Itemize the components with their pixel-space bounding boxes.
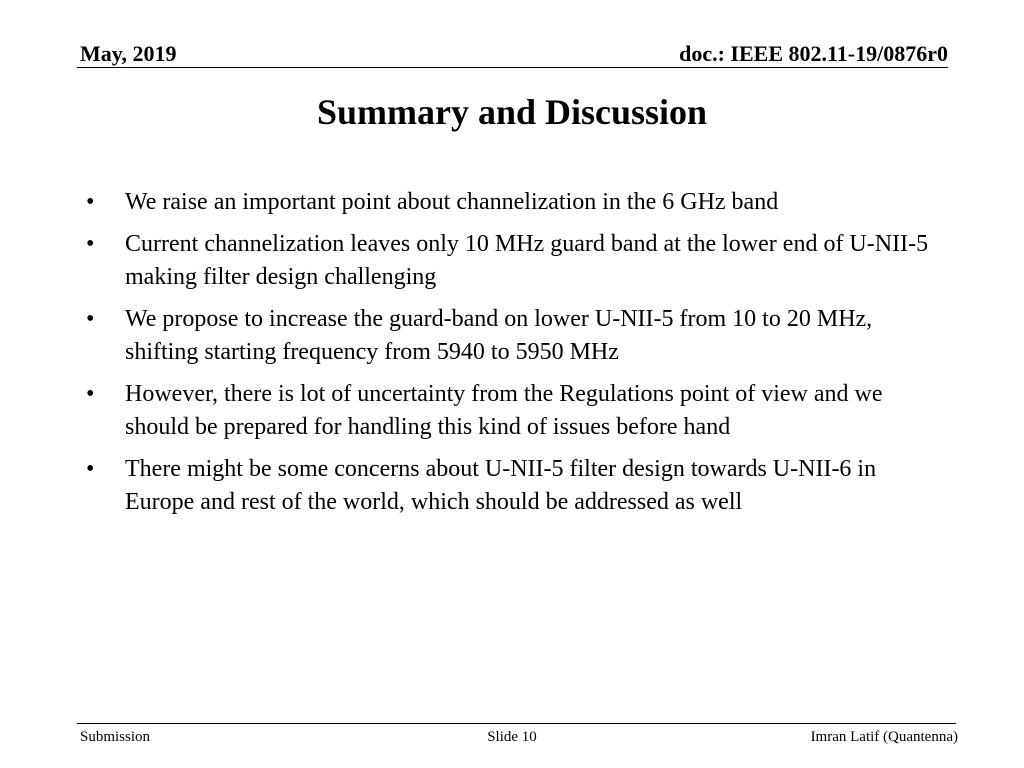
bullet-text: We propose to increase the guard-band on lower U-NII-5 from 10 to 20 MHz, shifting starting frequency from 5940 to 5950 MHz bbox=[125, 305, 873, 365]
footer-author: Imran Latif (Quantenna) bbox=[810, 729, 958, 745]
slide-title: Summary and Discussion bbox=[316, 92, 708, 132]
bullet-marker: • bbox=[86, 230, 95, 257]
bullet-list bbox=[80, 186, 950, 528]
bullet-marker: • bbox=[86, 189, 95, 215]
bullet-item bbox=[80, 228, 950, 295]
bullet-item bbox=[80, 186, 950, 220]
footer-divider bbox=[77, 723, 956, 724]
bullet-marker: • bbox=[86, 380, 95, 407]
bullet-item bbox=[80, 303, 950, 370]
bullet-item bbox=[80, 453, 950, 520]
footer-submission: Submission bbox=[80, 729, 151, 745]
bullet-text: However, there is lot of uncertainty from the Regulations point of view and we should be prepared for handling this kind of issues before hand bbox=[125, 380, 883, 440]
bullet-text: Current channelization leaves only 10 MHz guard band at the lower end of U-NII-5 making filter design challenging bbox=[125, 230, 929, 290]
bullet-text: There might be some concerns about U-NII-5 filter design towards U-NII-6 in Europe and rest of the world, which should be addressed as well bbox=[125, 455, 877, 515]
bullet-text: We raise an important point about channelization in the 6 GHz band bbox=[125, 189, 779, 215]
footer-slide-number: Slide 10 bbox=[487, 729, 537, 745]
bullet-item bbox=[80, 378, 950, 445]
header-divider bbox=[77, 67, 948, 68]
header-doc-id: doc.: IEEE 802.11-19/0876r0 bbox=[679, 41, 948, 66]
bullet-marker: • bbox=[86, 305, 95, 332]
header-date: May, 2019 bbox=[80, 41, 177, 66]
bullet-marker: • bbox=[86, 455, 95, 482]
